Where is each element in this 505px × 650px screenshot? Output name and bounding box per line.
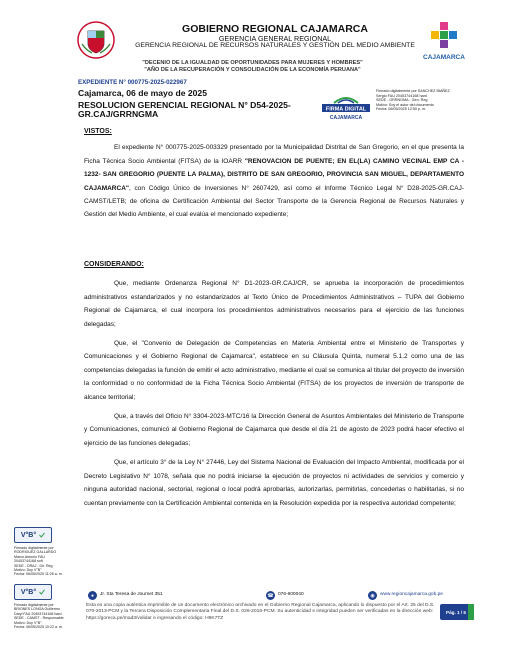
vb-stamp-text [14,603,72,629]
stamp-line: Motivo: Doy V°B° [14,620,42,625]
header-subtitle: GERENCIA GENERAL REGIONAL [218,34,332,43]
considerando-heading: CONSIDERANDO: [84,261,144,268]
vb-stamp-1 [14,527,72,577]
vistos-text: El expediente N° 000775-2025-003329 presentado por la Municipalidad Distrital de San Gregorio, en el que presenta la Ficha Técnica Socio Ambiental (FITSA) de la IOARR [84,144,464,165]
vistos-paragraph [84,141,464,221]
stamp-line: Firmado digitalmente por [14,546,54,550]
stamp-line: Marco Antonio FAU [14,554,45,559]
considerando-paragraph-3: Que, a través del Oficio N° 3304-2023-MTC/16 la Dirección General de Asuntos Ambientales del Ministerio de Transporte y Comunicaciones, comunicó al Gobierno Regional de Cajamarca que desde el día 21 de agosto de 2023 podrá hacer efectivo el ejercicio de las funciones delegadas; [84,413,464,447]
considerando-section [84,258,464,510]
stamp-line: Fecha: 06/05/2025 10:22 a. m. [14,625,63,630]
signature-meta-line: Sergio FAU 20453744168 hard [376,93,427,98]
firma-digital-logo-icon [318,94,374,122]
stamp-line: BRIONES LONGA Guillermo [14,607,60,612]
vb-badge-label: V°B° [20,531,37,539]
digital-signature-meta [376,89,476,112]
check-icon [39,532,45,538]
stamp-line: Firmado digitalmente por [14,603,54,607]
page-number: Pág. 1 / 5 [440,604,472,620]
footer-website-link[interactable]: www.regioncajamarca.gob.pe [380,592,443,597]
motto-line-1: "DECENIO DE LA IGUALDAD DE OPORTUNIDADES PARA MUJERES Y HOMBRES" [142,60,363,66]
vistos-heading: VISTOS: [84,128,112,135]
vistos-section [84,125,464,222]
vb-badge-label: V°B° [20,588,37,596]
vistos-text-rest: , con Código Único de Inversiones N° 2607429, así como el Informe Técnico Legal N° D28-2025-GR.CAJ-CAMST/LETB; de oficina de Certificación Ambiental del Sector Transporte de la Gerencia Regional de Recursos Naturales y Gestión del Medio Ambiente, el cual evalúa el mencionado expediente; [84,184,464,219]
location-icon: ● [88,591,97,600]
stamp-line: RODRIGUEZ GALLARDO [14,550,57,555]
logo-word: CAJAMARCA [423,54,465,61]
cajamarca-logo-icon [420,22,468,62]
signature-meta-line: Firmado digitalmente por SANCHEZ IBAÑEZ [376,89,450,93]
vb-stamp-text [14,546,72,577]
footer-address: Jr. Sta Teresa de Journet 351 [100,592,163,597]
stamp-line: Daryl FAU 20453744168 hard [14,611,62,616]
expediente-number: EXPEDIENTE N° 000775-2025-022967 [78,79,187,86]
header-title: GOBIERNO REGIONAL CAJAMARCA [182,23,368,35]
globe-icon: ◉ [368,591,377,600]
svg-text:CAJAMARCA: CAJAMARCA [329,115,363,121]
check-icon [39,589,45,595]
vb-stamp-2 [14,584,72,629]
stamp-line: 20453744168 soft [14,559,43,564]
considerando-paragraph-2: Que, el "Convenio de Delegación de Competencias en Materia Ambiental entre el Ministerio de Transportes y Comunicaciones y el Gobierno Regional de Cajamarca", establece en su Cláusula Quinta, numeral 5.1.2 como una de las competencias delegadas la función de emitir el acto administrativo, mediante el cual se comunica al titular del proyecto de inversión la conformidad o no conformidad de la Ficha Técnica Socio Ambiental (FITSA) de los proyectos de inversión de transporte de alcance territorial; [84,340,464,401]
svg-text:FIRMA DIGITAL: FIRMA DIGITAL [325,106,367,113]
signature-meta-line: Motivo: Soy el autor del documento [376,102,434,107]
resolution-title: RESOLUCION GERENCIAL REGIONAL N° D54-2025-GR.CAJ/GRRNGMA [78,100,291,120]
considerando-paragraph-4: Que, el artículo 3° de la Ley N° 27446, Ley del Sistema Nacional de Evaluación del Impacto Ambiental, modificada por el Decreto Legislativo N° 1078, señala que no podrá iniciarse la ejecución de proyectos ni actividades de servicios y comercio y ninguna autoridad nacional, sectorial, regional o local podrá aprobarlas, autorizarlas, permitirlas, concederlas o habilitarlas, si no cuentan previamente con la Certificación Ambiental contenida en la Resolución expedida por la respectiva autoridad competente; [84,459,464,507]
document-date: Cajamarca, 06 de mayo de 2025 [78,88,207,98]
vb-badge [14,527,52,543]
phone-icon: ☎ [267,592,274,599]
stamp-line: Fecha: 06/05/2025 11:26 a. m. [14,572,63,577]
footer-legal-notice: Esta es una copia auténtica imprimible de un documento electrónico archivado en el Gobierno Regional Cajamarca, aplicando lo dispuesto por el Art. 25 del D.S. 070-2013-PCM y la Tercera Disposición Complementaria Final del D.S. 026-2016-PCM. Su autenticidad e integridad pueden ser verificadas en la dirección web: https://goreca.pe/mad3/validar e ingresando el código: H9K7TZ [86,603,435,621]
footer-accent-bar [468,604,474,620]
vb-badge [14,584,52,600]
header-subtitle-2: GERENCIA REGIONAL DE RECURSOS NATURALES Y GESTIÓN DEL MEDIO AMBIENTE [135,42,415,49]
motto-line-2: "AÑO DE LA RECUPERACIÓN Y CONSOLIDACIÓN DE LA ECONOMÍA PERUANA" [144,67,361,73]
signature-meta-line: Fecha: 06/05/2025 12:50 p. m. [376,107,427,112]
project-name: "RENOVACION DE PUENTE; EN EL(LA) CAMINO VECINAL EMP CA - 1232- SAN GREGORIO (PUENTE LA PALMA), DISTRITO DE SAN GREGORIO, PROVINCIA SAN MIGUEL, DEPARTAMENTO CAJAMARCA" [84,157,464,192]
stamp-line: SEDE - DRAJ - Dir. Reg. [14,563,54,568]
considerando-paragraph-1: Que, mediante Ordenanza Regional N° D1-2023-GR.CAJ/CR, se aprueba la incorporación de procedimientos administrativos estandarizados y no estandarizados al Texto Único de Procedimientos Administrativos – TUPA del Gobierno Regional de Cajamarca, el cual incorpora los procedimientos administrativos necesarios para el ejercicio de las funciones delegadas; [84,280,464,328]
signature-meta-line: SEDE - GRRNGMA - Gen. Reg. [376,98,429,103]
stamp-line: Motivo: Doy V°B° [14,568,42,573]
stamp-line: SEDE - CAMST - Responsable [14,616,64,621]
footer-phone: 076-600040 [278,592,304,597]
peru-seal-icon [76,20,116,60]
